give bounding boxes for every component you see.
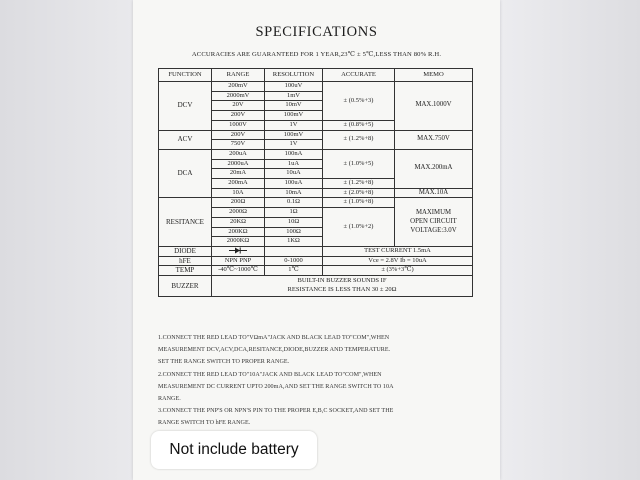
resolution-cell [265,246,323,256]
range-cell: 10A [212,188,265,198]
resolution-cell: 1uA [265,159,323,169]
note-line: MEASUREMENT DC CURRENT UPTO 200mA,AND SET THE RANGE SWITCH TO 10A [158,383,394,390]
resolution-cell: 1KΩ [265,237,323,247]
resolution-cell: 1mV [265,91,323,101]
range-cell: 200Ω [212,198,265,208]
range-cell: 750V [212,140,265,150]
resolution-cell: 1℃ [265,266,323,276]
function-temp: TEMP [159,266,212,276]
hfe-test-condition: Vce = 2.8V Ib = 10uA [323,256,473,266]
table-row [159,82,473,92]
table-row [159,256,473,266]
memo-line: VOLTAGE:3.0V [410,226,457,234]
range-cell: 200mA [212,179,265,189]
resolution-cell: 10mV [265,101,323,111]
range-cell: 200mV [212,82,265,92]
header-function: FUNCTION [159,69,212,82]
function-dcv: DCV [159,82,212,131]
function-dca: DCA [159,149,212,198]
function-acv: ACV [159,130,212,149]
resolution-cell: 1V [265,140,323,150]
range-cell: 20KΩ [212,217,265,227]
resolution-cell: 100uV [265,82,323,92]
accuracy-cell: ± (0.8%+5) [323,120,395,130]
memo-cell [395,198,473,247]
buzzer-line: RESISTANCE IS LESS THAN 30 ± 20Ω [287,286,397,294]
resolution-cell: 10uA [265,169,323,179]
resolution-cell: 100Ω [265,227,323,237]
range-cell: 1000V [212,120,265,130]
diode-icon [229,247,247,254]
note-line: SET THE RANGE SWITCH TO PROPER RANGE. [158,359,290,366]
battery-sticker: Not include battery [151,431,317,469]
range-cell: 200V [212,130,265,140]
resolution-cell: 1V [265,120,323,130]
accuracy-cell: ± (1.0%+8) [323,198,395,208]
header-resolution: RESOLUTION [265,69,323,82]
spec-table [158,68,473,297]
accuracy-cell: ± (1.2%+8) [323,179,395,189]
range-cell: 200uA [212,149,265,159]
resolution-cell: 100uA [265,179,323,189]
buzzer-description [212,276,473,297]
note-line: RANGE SWITCH TO hFE RANGE. [158,420,251,427]
buzzer-line: BUILT-IN BUZZER SOUNDS IF [297,277,387,285]
accuracy-cell: ± (1.0%+2) [323,208,395,247]
memo-cell: MAX.200mA [395,149,473,188]
function-hfe: hFE [159,256,212,266]
resolution-cell: 0.1Ω [265,198,323,208]
diode-symbol-cell [212,246,265,256]
note-line: 1.CONNECT THE RED LEAD TO"VΩmA"JACK AND BLACK LEAD TO"COM",WHEN [158,335,390,341]
range-cell: -40℃~1000℃ [212,266,265,276]
header-range: RANGE [212,69,265,82]
note-line: 2.CONNECT THE RED LEAD TO"10A"JACK AND BLACK LEAD TO"COM",WHEN [158,371,382,378]
range-cell: 20mA [212,169,265,179]
resolution-cell: 0-1000 [265,256,323,266]
accuracy-cell: ± (1.2%+8) [323,130,395,149]
table-row [159,149,473,159]
table-row [159,246,473,256]
resolution-cell: 100mV [265,130,323,140]
function-resistance: RESITANCE [159,198,212,247]
diode-test-current: TEST CURRENT 1.5mA [323,246,473,256]
box-left-edge [0,0,133,480]
range-cell: NPN PNP [212,256,265,266]
spec-sheet [133,0,500,480]
range-cell: 200KΩ [212,227,265,237]
accuracy-cell: ± (1.0%+5) [323,149,395,178]
page-title: SPECIFICATIONS [255,24,378,40]
memo-cell: MAX.10A [395,188,473,198]
range-cell: 2000uA [212,159,265,169]
memo-cell: MAX.750V [395,130,473,149]
usage-notes [158,332,483,430]
memo-line: OPEN CIRCUIT [410,217,457,225]
note-line: RANGE. [158,396,181,403]
table-header-row [159,69,473,82]
accuracy-cell: ± (2.0%+8) [323,188,395,198]
range-cell: 20V [212,101,265,111]
header-memo: MEMO [395,69,473,82]
note-line: 3.CONNECT THE PNP'S OR NPN'S PIN TO THE PROPER E,B,C SOCKET,AND SET THE [158,408,394,415]
table-row [159,130,473,140]
range-cell: 2000Ω [212,208,265,218]
range-cell: 2000KΩ [212,237,265,247]
function-diode: DIODE [159,246,212,256]
range-cell: 2000mV [212,91,265,101]
accuracy-cell: ± (0.5%+3) [323,82,395,121]
box-right-edge [500,0,640,480]
function-buzzer: BUZZER [159,276,212,297]
memo-line: MAXIMUM [415,209,452,217]
resolution-cell: 100mV [265,111,323,121]
resolution-cell: 100nA [265,149,323,159]
range-cell: 200V [212,111,265,121]
header-accurate: ACCURATE [323,69,395,82]
table-row [159,276,473,297]
memo-cell: MAX.1000V [395,82,473,131]
resolution-cell: 10Ω [265,217,323,227]
temp-accuracy: ± (3%+3℃) [323,266,473,276]
resolution-cell: 10mA [265,188,323,198]
note-line: MEASUREMENT DCV,ACV,DCA,RESITANCE,DIODE,BUZZER AND TEMPERATURE. [158,347,391,354]
table-row [159,198,473,208]
accuracy-guarantee-note: ACCURACIES ARE GUARANTEED FOR 1 YEAR,23℃ ± 5℃,LESS THAN 80% R.H. [191,51,442,58]
resolution-cell: 1Ω [265,208,323,218]
table-row [159,266,473,276]
